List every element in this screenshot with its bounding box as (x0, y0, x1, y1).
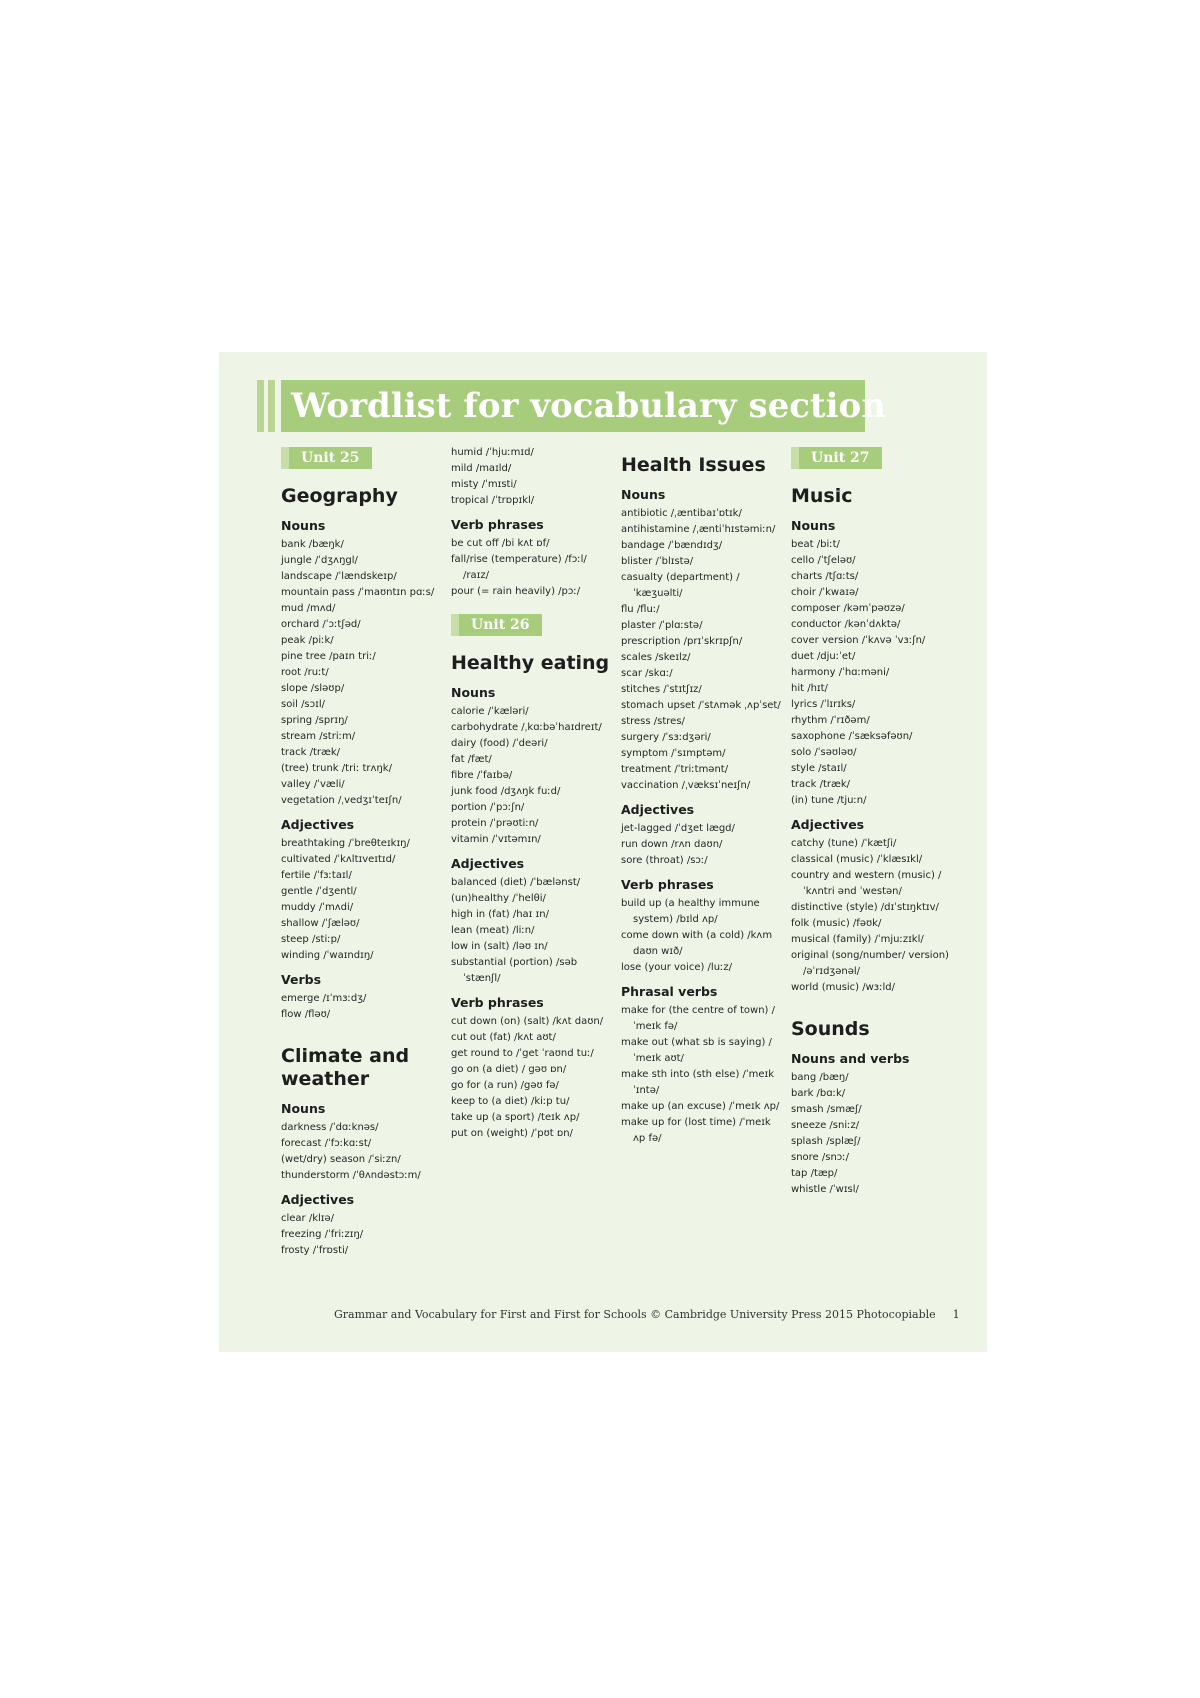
footer-credit: Grammar and Vocabulary for First and First for Schools © Cambridge University Press 2015 Photocopiable (334, 1308, 936, 1321)
subheading: Adjectives (281, 817, 355, 832)
subheading: Nouns (281, 518, 326, 533)
word-entry: choir /ˈkwaɪə/ (791, 587, 859, 598)
word-entry: clear /klɪə/ (281, 1213, 335, 1224)
word-entry: gentle /ˈdʒentl/ (281, 886, 357, 897)
word-entry: rhythm /ˈrɪðəm/ (791, 715, 870, 726)
word-entry: spring /sprɪŋ/ (281, 715, 348, 726)
word-entry: (tree) trunk /triː trʌŋk/ (281, 763, 392, 774)
word-entry: cello /ˈtʃeləʊ/ (791, 555, 856, 566)
word-entry: balanced (diet) /ˈbælənst/ (451, 877, 581, 888)
word-entry: mountain pass /ˈmaʊntɪn pɑːs/ (281, 587, 435, 598)
subheading: Nouns (791, 518, 836, 533)
word-list (451, 704, 611, 848)
section-title-geography: Geography (281, 485, 398, 507)
word-entry: distinctive (style) /dɪˈstɪŋktɪv/ (791, 902, 939, 913)
word-entry: dairy (food) /ˈdeəri/ (451, 738, 548, 749)
word-entry: make out (what sb is saying) /ˈmeɪk aʊt/ (621, 1037, 772, 1064)
word-entry: run down /rʌn daʊn/ (621, 839, 723, 850)
word-entry: musical (family) /ˈmjuːzɪkl/ (791, 934, 924, 945)
word-entry: fall/rise (temperature) /fɔːl/ /raɪz/ (451, 554, 587, 581)
word-entry: casualty (department) /ˈkæʒuəlti/ (621, 572, 740, 599)
word-entry: whistle /ˈwɪsl/ (791, 1184, 859, 1195)
word-list (281, 991, 441, 1023)
word-entry: fertile /ˈfɜːtaɪl/ (281, 870, 352, 881)
word-entry: take up (a sport) /teɪk ʌp/ (451, 1112, 580, 1123)
word-entry: (un)healthy /ˈhelθi/ (451, 893, 546, 904)
word-entry: darkness /ˈdɑːknəs/ (281, 1122, 379, 1133)
word-entry: original (song/number/ version) /əˈrɪdʒənəl/ (791, 950, 949, 977)
title-stripe (257, 380, 264, 432)
word-entry: stomach upset /ˈstʌmək ˌʌpˈset/ (621, 700, 781, 711)
word-entry: be cut off /bi kʌt ɒf/ (451, 538, 550, 549)
word-entry: junk food /dʒʌŋk fuːd/ (451, 786, 561, 797)
word-entry: track /træk/ (281, 747, 341, 758)
word-entry: steep /stiːp/ (281, 934, 341, 945)
word-entry: slope /sləʊp/ (281, 683, 345, 694)
word-list (621, 1003, 781, 1147)
word-entry: stress /stres/ (621, 716, 685, 727)
word-entry: shallow /ˈʃæləʊ/ (281, 918, 360, 929)
word-entry: sore (throat) /sɔː/ (621, 855, 708, 866)
word-entry: carbohydrate /ˌkɑːbəˈhaɪdreɪt/ (451, 722, 602, 733)
section-title-sounds: Sounds (791, 1018, 870, 1040)
word-entry: surgery /ˈsɜːdʒəri/ (621, 732, 711, 743)
word-entry: tropical /ˈtrɒpɪkl/ (451, 495, 535, 506)
word-entry: mud /mʌd/ (281, 603, 336, 614)
word-entry: jungle /ˈdʒʌŋgl/ (281, 555, 358, 566)
word-entry: jet-lagged /ˈdʒet lægd/ (621, 823, 735, 834)
word-entry: folk (music) /fəʊk/ (791, 918, 882, 929)
word-entry: forecast /ˈfɔːkɑːst/ (281, 1138, 372, 1149)
word-entry: charts /tʃɑːts/ (791, 571, 859, 582)
subheading: Verb phrases (451, 517, 544, 532)
word-entry: style /staɪl/ (791, 763, 847, 774)
word-entry: go for (a run) /gəʊ fə/ (451, 1080, 559, 1091)
word-entry: vitamin /ˈvɪtəmɪn/ (451, 834, 541, 845)
subheading: Adjectives (281, 1192, 355, 1207)
subheading: Adjectives (451, 856, 525, 871)
word-list (451, 1014, 611, 1142)
word-entry: protein /ˈprəʊtiːn/ (451, 818, 539, 829)
word-entry: flu /fluː/ (621, 604, 660, 615)
word-entry: (wet/dry) season /ˈsiːzn/ (281, 1154, 401, 1165)
subheading: Adjectives (621, 802, 695, 817)
word-entry: valley /ˈvæli/ (281, 779, 345, 790)
word-entry: track /træk/ (791, 779, 851, 790)
word-entry: country and western (music) /ˈkʌntri ənd ˈwestən/ (791, 870, 942, 897)
word-list (451, 536, 611, 600)
word-entry: bandage /ˈbændɪdʒ/ (621, 540, 723, 551)
word-entry: prescription /prɪˈskrɪpʃn/ (621, 636, 743, 647)
wordlist-page (219, 352, 987, 1352)
subheading: Phrasal verbs (621, 984, 718, 999)
word-entry: breathtaking /ˈbreθteɪkɪŋ/ (281, 838, 410, 849)
word-entry: conductor /kənˈdʌktə/ (791, 619, 901, 630)
subheading: Adjectives (791, 817, 865, 832)
word-entry: lean (meat) /liːn/ (451, 925, 535, 936)
title-banner (257, 380, 886, 432)
unit-25-badge: Unit 25 (281, 447, 372, 469)
word-list (791, 836, 951, 996)
column-1 (281, 447, 441, 1259)
word-list (451, 875, 611, 987)
word-entry: root /ruːt/ (281, 667, 329, 678)
word-entry: bang /bæŋ/ (791, 1072, 849, 1083)
word-entry: composer /kəmˈpəʊzə/ (791, 603, 905, 614)
word-entry: duet /djuːˈet/ (791, 651, 856, 662)
word-entry: winding /ˈwaɪndɪŋ/ (281, 950, 374, 961)
word-entry: cover version /ˈkʌvə ˈvɜːʃn/ (791, 635, 926, 646)
word-entry: cut out (fat) /kʌt aʊt/ (451, 1032, 556, 1043)
word-entry: get round to /ˈget ˈraʊnd tuː/ (451, 1048, 594, 1059)
word-list (281, 1120, 441, 1184)
word-entry: antihistamine /ˌæntiˈhɪstəmiːn/ (621, 524, 776, 535)
page-footer (334, 1308, 960, 1321)
word-list (621, 506, 781, 794)
word-list (281, 537, 441, 809)
word-entry: hit /hɪt/ (791, 683, 828, 694)
unit-26-badge: Unit 26 (451, 614, 542, 636)
word-entry: misty /ˈmɪsti/ (451, 479, 517, 490)
word-entry: sneeze /sniːz/ (791, 1120, 860, 1131)
word-entry: go on (a diet) / gəʊ ɒn/ (451, 1064, 567, 1075)
word-entry: frosty /ˈfrɒsti/ (281, 1245, 349, 1256)
word-entry: antibiotic /ˌæntibaɪˈɒtɪk/ (621, 508, 742, 519)
word-entry: fat /fæt/ (451, 754, 492, 765)
subheading: Verbs (281, 972, 322, 987)
subheading: Nouns (621, 487, 666, 502)
word-entry: solo /ˈsəʊləʊ/ (791, 747, 857, 758)
word-entry: saxophone /ˈsæksəfəʊn/ (791, 731, 913, 742)
word-entry: pour (= rain heavily) /pɔː/ (451, 586, 581, 597)
word-entry: stitches /ˈstɪtʃɪz/ (621, 684, 702, 695)
column-2 (451, 445, 611, 1142)
word-entry: (in) tune /tjuːn/ (791, 795, 867, 806)
word-list (621, 821, 781, 869)
word-list (281, 836, 441, 964)
subheading: Nouns (281, 1101, 326, 1116)
word-entry: bark /bɑːk/ (791, 1088, 846, 1099)
word-list (451, 445, 611, 509)
word-entry: blister /ˈblɪstə/ (621, 556, 694, 567)
section-title-health-issues: Health Issues (621, 454, 766, 476)
word-entry: humid /ˈhjuːmɪd/ (451, 447, 534, 458)
word-entry: plaster /ˈplɑːstə/ (621, 620, 703, 631)
section-title-climate: Climate and weather (281, 1045, 410, 1090)
word-entry: catchy (tune) /ˈkætʃi/ (791, 838, 897, 849)
word-entry: soil /sɔɪl/ (281, 699, 325, 710)
word-entry: fibre /ˈfaɪbə/ (451, 770, 513, 781)
word-entry: substantial (portion) /səbˈstænʃl/ (451, 957, 578, 984)
page-title: Wordlist for vocabulary section (281, 380, 865, 432)
word-entry: keep to (a diet) /kiːp tu/ (451, 1096, 570, 1107)
word-entry: world (music) /wɜːld/ (791, 982, 895, 993)
word-entry: orchard /ˈɔːtʃəd/ (281, 619, 361, 630)
word-entry: bank /bæŋk/ (281, 539, 344, 550)
subheading: Verb phrases (621, 877, 714, 892)
column-4 (791, 447, 951, 1198)
word-entry: thunderstorm /ˈθʌndəstɔːm/ (281, 1170, 421, 1181)
word-entry: come down with (a cold) /kʌm daʊn wɪð/ (621, 930, 773, 957)
word-entry: scar /skɑː/ (621, 668, 673, 679)
subheading: Verb phrases (451, 995, 544, 1010)
word-entry: vaccination /ˌvæksɪˈneɪʃn/ (621, 780, 751, 791)
subheading: Nouns (451, 685, 496, 700)
word-entry: tap /tæp/ (791, 1168, 838, 1179)
word-entry: high in (fat) /haɪ ɪn/ (451, 909, 549, 920)
word-entry: stream /striːm/ (281, 731, 356, 742)
word-entry: mild /maɪld/ (451, 463, 512, 474)
word-entry: peak /piːk/ (281, 635, 334, 646)
word-entry: portion /ˈpɔːʃn/ (451, 802, 525, 813)
word-entry: put on (weight) /ˈpʊt ɒn/ (451, 1128, 573, 1139)
word-entry: treatment /ˈtriːtmənt/ (621, 764, 729, 775)
word-entry: make up for (lost time) /ˈmeɪk ʌp fə/ (621, 1117, 771, 1144)
word-entry: harmony /ˈhɑːməni/ (791, 667, 890, 678)
word-entry: scales /skeɪlz/ (621, 652, 691, 663)
word-entry: make up (an excuse) /ˈmeɪk ʌp/ (621, 1101, 780, 1112)
word-entry: landscape /ˈlændskeɪp/ (281, 571, 397, 582)
word-entry: splash /splæʃ/ (791, 1136, 861, 1147)
word-list (621, 896, 781, 976)
word-entry: symptom /ˈsɪmptəm/ (621, 748, 726, 759)
word-entry: make for (the centre of town) /ˈmeɪk fə/ (621, 1005, 776, 1032)
word-entry: lyrics /ˈlɪrɪks/ (791, 699, 856, 710)
word-entry: muddy /ˈmʌdi/ (281, 902, 354, 913)
subheading: Nouns and verbs (791, 1051, 910, 1066)
word-entry: smash /smæʃ/ (791, 1104, 862, 1115)
word-entry: emerge /ɪˈmɜːdʒ/ (281, 993, 367, 1004)
page-number: 1 (952, 1308, 960, 1321)
word-entry: cut down (on) (salt) /kʌt daʊn/ (451, 1016, 604, 1027)
unit-27-badge: Unit 27 (791, 447, 882, 469)
word-entry: freezing /ˈfriːzɪŋ/ (281, 1229, 364, 1240)
word-list (281, 1211, 441, 1259)
word-list (791, 537, 951, 809)
word-entry: vegetation /ˌvedʒɪˈteɪʃn/ (281, 795, 402, 806)
word-entry: snore /snɔː/ (791, 1152, 850, 1163)
word-entry: low in (salt) /ləʊ ɪn/ (451, 941, 548, 952)
word-entry: flow /fləʊ/ (281, 1009, 331, 1020)
column-3 (621, 452, 781, 1147)
word-entry: classical (music) /ˈklæsɪkl/ (791, 854, 923, 865)
section-title-music: Music (791, 485, 853, 507)
word-entry: beat /biːt/ (791, 539, 840, 550)
title-stripe (268, 380, 275, 432)
word-entry: calorie /ˈkæləri/ (451, 706, 529, 717)
section-title-healthy-eating: Healthy eating (451, 652, 610, 674)
word-entry: build up (a healthy immune system) /bɪld ʌp/ (621, 898, 760, 925)
word-entry: lose (your voice) /luːz/ (621, 962, 733, 973)
word-list (791, 1070, 951, 1198)
word-entry: make sth into (sth else) /ˈmeɪkˈɪntə/ (621, 1069, 775, 1096)
word-entry: cultivated /ˈkʌltɪveɪtɪd/ (281, 854, 396, 865)
word-entry: pine tree /paɪn triː/ (281, 651, 376, 662)
